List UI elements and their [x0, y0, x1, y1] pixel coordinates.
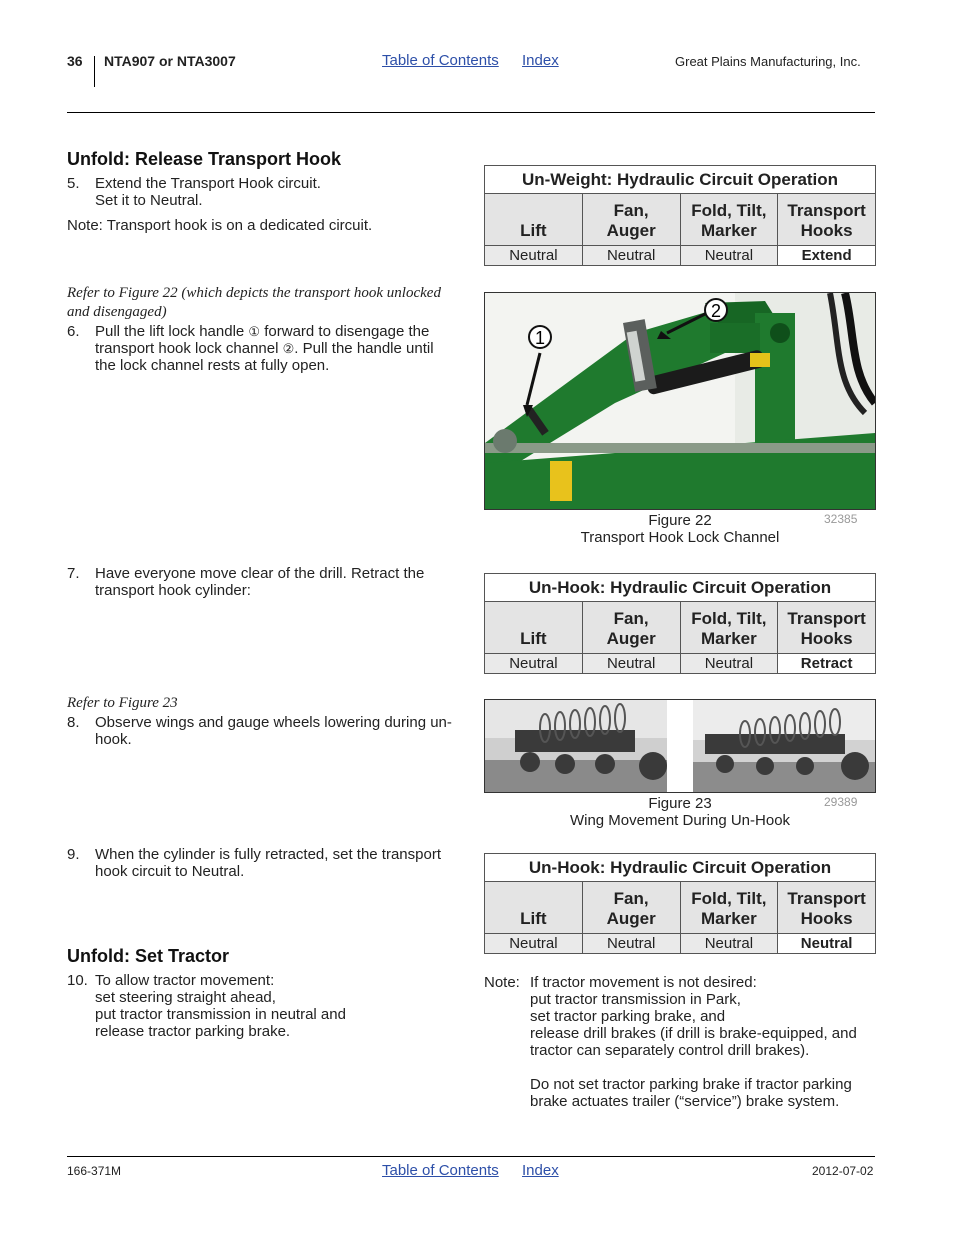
footer-toc-link[interactable]: Table of Contents [382, 1162, 499, 1179]
refer-figure-22: Refer to Figure 22 (which depicts the transport hook unlocked and disengaged) [67, 285, 441, 320]
col-fan-auger: Fan, Auger [582, 882, 680, 934]
cell-fold: Neutral [680, 934, 778, 954]
step-number: 10. [67, 972, 88, 989]
col-transport-hooks: Transport Hooks [778, 194, 876, 246]
cell-fan: Neutral [582, 246, 680, 266]
refer-figure-23: Refer to Figure 23 [67, 695, 178, 711]
cell-transport: Neutral [778, 934, 876, 954]
note-label: Note: [484, 974, 520, 991]
note-tractor-movement: If tractor movement is not desired: put tractor transmission in Park, set tractor parking brake, and release drill brakes (if drill is brake-equipped, and tractor can separately control drill brakes). Do not set tractor parking brake if tractor parking brake actuates trailer (“service”) brake system. [530, 974, 857, 1110]
step-text: Extend the Transport Hook circuit. [95, 175, 321, 192]
figure-23-id: 29389 [824, 795, 858, 809]
page-number: 36 [67, 53, 83, 69]
table-un-weight [484, 165, 876, 266]
table-title: Un-Weight: Hydraulic Circuit Operation [485, 166, 876, 194]
step-text: Observe wings and gauge wheels lowering during un-hook. [95, 714, 452, 748]
col-lift: Lift [485, 602, 583, 654]
footer-rule [67, 1156, 875, 1157]
cell-fan: Neutral [582, 654, 680, 674]
footer-index-link[interactable]: Index [522, 1162, 559, 1179]
toc-link[interactable]: Table of Contents [382, 52, 499, 69]
col-fold-tilt-marker: Fold, Tilt, Marker [680, 882, 778, 934]
table-un-hook-neutral [484, 853, 876, 954]
header-divider [94, 56, 95, 87]
step-text: Have everyone move clear of the drill. Retract the transport hook cylinder: [95, 565, 425, 599]
cell-fan: Neutral [582, 934, 680, 954]
col-fold-tilt-marker: Fold, Tilt, Marker [680, 602, 778, 654]
cell-transport: Extend [778, 246, 876, 266]
step-number: 7. [67, 565, 80, 582]
callout-1-icon: ① [248, 324, 261, 339]
figure-23-caption: Figure 23 Wing Movement During Un-Hook [569, 795, 791, 829]
col-fan-auger: Fan, Auger [582, 602, 680, 654]
step-text: When the cylinder is fully retracted, set the transport hook circuit to Neutral. [95, 846, 441, 880]
index-link[interactable]: Index [522, 52, 559, 69]
col-fold-tilt-marker: Fold, Tilt, Marker [680, 194, 778, 246]
col-fan-auger: Fan, Auger [582, 194, 680, 246]
step-number: 9. [67, 846, 80, 863]
cell-transport: Retract [778, 654, 876, 674]
cell-lift: Neutral [485, 246, 583, 266]
figure-23-photo [484, 699, 876, 793]
cell-lift: Neutral [485, 654, 583, 674]
col-lift: Lift [485, 882, 583, 934]
figure-22-id: 32385 [824, 512, 858, 526]
table-title: Un-Hook: Hydraulic Circuit Operation [485, 854, 876, 882]
cell-lift: Neutral [485, 934, 583, 954]
section-heading-release-hook: Unfold: Release Transport Hook [67, 149, 342, 169]
doc-date: 2012-07-02 [812, 1164, 874, 1178]
doc-number: 166-371M [67, 1164, 122, 1178]
cell-fold: Neutral [680, 654, 778, 674]
company-name: Great Plains Manufacturing, Inc. [675, 54, 861, 69]
step-text: Set it to Neutral. [95, 192, 203, 209]
col-transport-hooks: Transport Hooks [778, 882, 876, 934]
cell-fold: Neutral [680, 246, 778, 266]
table-title: Un-Hook: Hydraulic Circuit Operation [485, 574, 876, 602]
note-dedicated-circuit: Note: Transport hook is on a dedicated circuit. [67, 217, 373, 234]
table-un-hook-retract [484, 573, 876, 674]
figure-22-photo [484, 292, 876, 510]
header-rule [67, 112, 875, 113]
step-number: 6. [67, 323, 80, 340]
section-heading-set-tractor: Unfold: Set Tractor [67, 946, 230, 966]
callout-2-icon: ② [282, 341, 295, 356]
figure-22-caption: Figure 22 Transport Hook Lock Channel [580, 512, 780, 546]
model-name: NTA907 or NTA3007 [104, 53, 236, 69]
step-number: 5. [67, 175, 80, 192]
callout-1-label: 1 [534, 328, 546, 348]
step-number: 8. [67, 714, 80, 731]
transport-hook-illustration [485, 293, 875, 509]
col-lift: Lift [485, 194, 583, 246]
callout-2-label: 2 [710, 301, 722, 321]
col-transport-hooks: Transport Hooks [778, 602, 876, 654]
wing-movement-illustration [485, 700, 875, 792]
